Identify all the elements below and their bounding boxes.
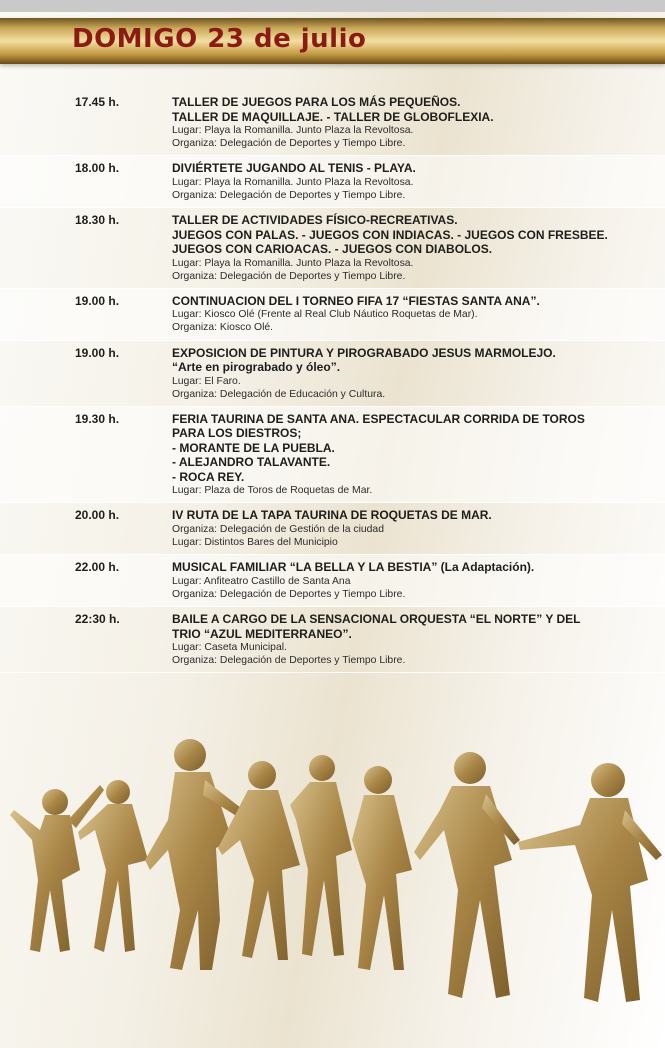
event-detail-line: Organiza: Delegación de Gestión de la ciudad [172, 523, 384, 535]
event-time: 17.45 h. [75, 95, 120, 109]
event-detail-line: Lugar: El Faro. [172, 375, 241, 387]
event-title-line: IV RUTA DE LA TAPA TAURINA DE ROQUETAS DE MAR. [172, 508, 492, 522]
event-body [172, 412, 665, 498]
event-detail-line: Lugar: Playa la Romanilla. Junto Plaza la Revoltosa. [172, 257, 414, 269]
event-detail-line: Lugar: Kiosco Olé (Frente al Real Club Náutico Roquetas de Mar). [172, 309, 478, 320]
event-list [0, 90, 665, 673]
event-title-line: JUEGOS CON PALAS. - JUEGOS CON INDIACAS. - JUEGOS CON FRESBEE. [172, 227, 608, 242]
event-detail-line: Lugar: Anfiteatro Castillo de Santa Ana [172, 575, 351, 587]
event-detail-line: Organiza: Delegación de Deportes y Tiempo Libre. [172, 655, 406, 666]
page-title: DOMIGO 23 de julio [72, 24, 367, 54]
top-strip [0, 0, 665, 12]
event-time: 20.00 h. [75, 508, 120, 522]
event-row [0, 156, 665, 208]
event-title-line: DIVIÉRTETE JUGANDO AL TENIS - PLAYA. [172, 161, 416, 175]
event-detail-line: Lugar: Caseta Municipal. [172, 642, 287, 653]
event-title-line: TALLER DE ACTIVIDADES FÍSICO-RECREATIVAS. [172, 213, 458, 227]
event-detail-line: Organiza: Delegación de Deportes y Tiempo Libre. [172, 138, 406, 149]
event-title-line: PARA LOS DIESTROS; [172, 426, 302, 440]
date-banner [0, 18, 665, 64]
event-title-line: JUEGOS CON CARIOACAS. - JUEGOS CON DIABOLOS. [172, 242, 493, 256]
event-detail-line: Lugar: Playa la Romanilla. Junto Plaza la Revoltosa. [172, 125, 414, 136]
event-body [172, 213, 665, 283]
event-detail-line: Lugar: Plaza de Toros de Roquetas de Mar. [172, 485, 373, 496]
event-detail-line: Organiza: Delegación de Deportes y Tiempo Libre. [172, 588, 406, 600]
event-body [172, 508, 665, 549]
event-detail-line: Lugar: Distintos Bares del Municipio [172, 536, 338, 548]
event-time: 22.00 h. [75, 560, 120, 574]
event-time: 19.00 h. [75, 345, 120, 360]
event-detail-line: Lugar: Playa la Romanilla. Junto Plaza la Revoltosa. [172, 176, 414, 188]
event-title-line: CONTINUACION DEL I TORNEO FIFA 17 “FIESTAS SANTA ANA”. [172, 293, 540, 308]
event-row [0, 555, 665, 607]
event-time: 19.30 h. [75, 411, 120, 426]
event-title-line: TRIO “AZUL MEDITERRANEO”. [172, 626, 352, 641]
event-row [0, 341, 665, 407]
dancers-silhouette-illustration [0, 720, 665, 1048]
event-row [0, 407, 665, 504]
event-body [172, 95, 665, 150]
event-title-line: - ROCA REY. [172, 469, 245, 484]
event-row [0, 607, 665, 673]
event-title-line: - MORANTE DE LA PUEBLA. [172, 440, 335, 455]
event-body [172, 346, 665, 401]
event-title-line: BAILE A CARGO DE LA SENSACIONAL ORQUESTA “EL NORTE” Y DEL [172, 612, 581, 626]
event-title-line: - ALEJANDRO TALAVANTE. [172, 455, 331, 469]
event-body [172, 294, 665, 335]
event-time: 19.00 h. [75, 293, 120, 308]
event-row [0, 208, 665, 289]
event-detail-line: Organiza: Delegación de Educación y Cultura. [172, 388, 386, 400]
event-time: 18.30 h. [75, 213, 120, 227]
event-title-line: TALLER DE MAQUILLAJE. - TALLER DE GLOBOFLEXIA. [172, 109, 494, 124]
event-body [172, 560, 665, 601]
event-row [0, 90, 665, 156]
event-detail-line: Organiza: Delegación de Deportes y Tiempo Libre. [172, 189, 406, 201]
event-title-line: TALLER DE JUEGOS PARA LOS MÁS PEQUEÑOS. [172, 95, 461, 109]
event-body [172, 161, 665, 202]
event-detail-line: Organiza: Delegación de Deportes y Tiempo Libre. [172, 270, 406, 282]
event-title-line: FERIA TAURINA DE SANTA ANA. ESPECTACULAR CORRIDA DE TOROS [172, 411, 585, 426]
event-title-line: “Arte en pirograbado y óleo”. [172, 360, 341, 374]
event-title-line: MUSICAL FAMILIAR “LA BELLA Y LA BESTIA” (La Adaptación). [172, 560, 535, 574]
event-time: 18.00 h. [75, 161, 120, 175]
event-body [172, 612, 665, 667]
event-detail-line: Organiza: Kiosco Olé. [172, 322, 274, 333]
event-row [0, 289, 665, 341]
event-time: 22:30 h. [75, 612, 120, 626]
event-title-line: EXPOSICION DE PINTURA Y PIROGRABADO JESUS MARMOLEJO. [172, 345, 556, 360]
event-row [0, 503, 665, 555]
